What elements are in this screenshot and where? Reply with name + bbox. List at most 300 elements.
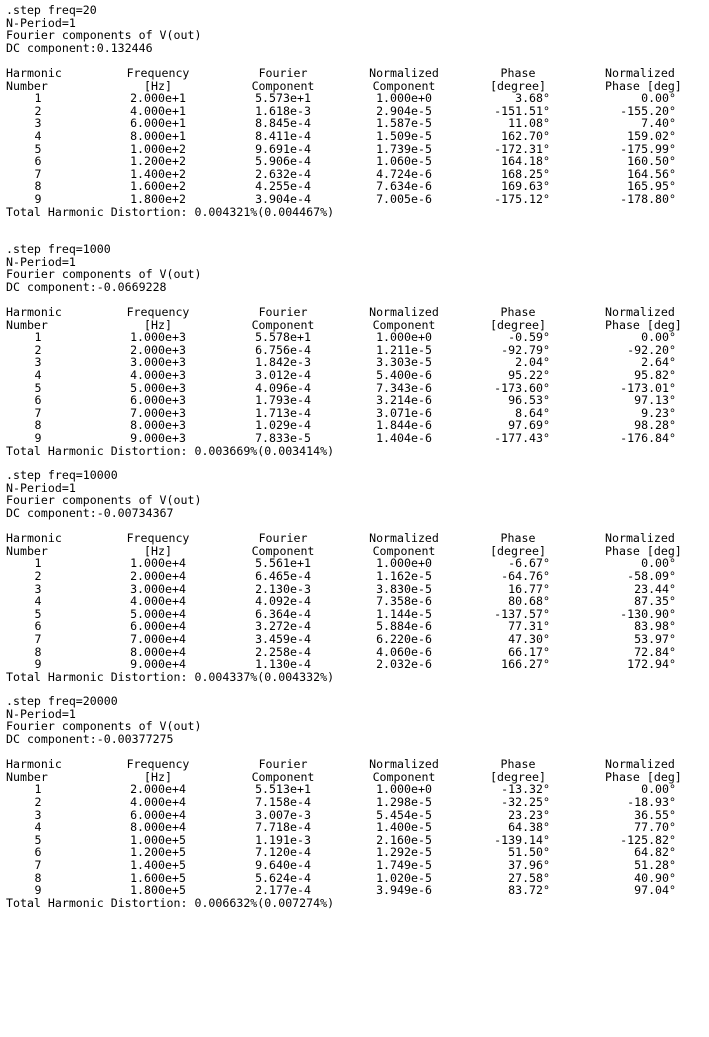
- phase-degree-cell: 66.17°: [508, 644, 550, 659]
- column-header: Normalized: [605, 531, 675, 546]
- phase-degree-cell: 95.22°: [508, 368, 550, 383]
- harmonic-number-cell: 4: [34, 368, 42, 383]
- frequency-hz-cell: 9.000e+4: [130, 657, 186, 672]
- column-header: Number: [6, 543, 48, 558]
- normalized-component-cell: 1.211e-5: [376, 342, 432, 357]
- frequency-hz-cell: 1.000e+4: [130, 556, 186, 571]
- normalized-component-cell: 1.162e-5: [376, 568, 432, 583]
- column-header: Harmonic: [6, 531, 62, 546]
- column-header: Component: [372, 543, 436, 558]
- column-header: Component: [372, 317, 436, 332]
- table-row: [6, 595, 709, 608]
- fourier-component-cell: 3.012e-4: [255, 368, 311, 383]
- header-row: [6, 545, 709, 558]
- phase-degree-cell: 77.31°: [508, 619, 550, 634]
- normalized-phase-cell: 95.82°: [634, 368, 676, 383]
- fourier-section: [6, 243, 709, 457]
- frequency-hz-cell: 1.600e+5: [130, 870, 186, 885]
- fourier-component-cell: 7.120e-4: [255, 845, 311, 860]
- table-row: [6, 846, 709, 859]
- harmonic-number-cell: 9: [34, 883, 42, 898]
- harmonic-number-cell: 9: [34, 191, 42, 206]
- harmonic-number-cell: 8: [34, 179, 42, 194]
- normalized-phase-cell: 72.84°: [634, 644, 676, 659]
- normalized-component-cell: 7.343e-6: [376, 380, 432, 395]
- total-harmonic-distortion: Total Harmonic Distortion: 0.004337%(0.004332%): [6, 669, 335, 684]
- dc-component: DC component:-0.00377275: [6, 732, 174, 747]
- frequency-hz-cell: 6.000e+1: [130, 116, 186, 131]
- table-row: [6, 583, 709, 596]
- harmonic-number-cell: 7: [34, 166, 42, 181]
- normalized-component-cell: 7.634e-6: [376, 179, 432, 194]
- fourier-component-cell: 7.718e-4: [255, 820, 311, 835]
- harmonic-number-cell: 6: [34, 619, 42, 634]
- harmonic-number-cell: 2: [34, 568, 42, 583]
- harmonic-number-cell: 8: [34, 644, 42, 659]
- fourier-component-cell: 6.465e-4: [255, 568, 311, 583]
- column-header: Component: [251, 543, 315, 558]
- fourier-component-cell: 1.191e-3: [255, 832, 311, 847]
- column-header: Frequency: [126, 757, 190, 772]
- column-header: Harmonic: [6, 65, 62, 80]
- phase-degree-cell: 168.25°: [501, 166, 550, 181]
- frequency-hz-cell: 1.200e+5: [130, 845, 186, 860]
- column-header: Number: [6, 769, 48, 784]
- normalized-phase-cell: -178.80°: [620, 191, 676, 206]
- fourier-component-cell: 5.573e+1: [255, 91, 311, 106]
- normalized-component-cell: 3.949e-6: [376, 883, 432, 898]
- table-row: [6, 872, 709, 885]
- normalized-phase-cell: 97.04°: [634, 883, 676, 898]
- normalized-component-cell: 4.060e-6: [376, 644, 432, 659]
- column-header: Phase: [500, 65, 536, 80]
- harmonic-number-cell: 7: [34, 631, 42, 646]
- normalized-phase-cell: -92.20°: [627, 342, 676, 357]
- column-header: Component: [372, 769, 436, 784]
- normalized-phase-cell: 165.95°: [627, 179, 676, 194]
- fourier-component-cell: 1.793e-4: [255, 393, 311, 408]
- table-row: [6, 884, 709, 897]
- frequency-hz-cell: 1.800e+5: [130, 883, 186, 898]
- table-row: [6, 117, 709, 130]
- phase-degree-cell: 37.96°: [508, 858, 550, 872]
- fourier-component-cell: 7.833e-5: [255, 431, 311, 445]
- phase-degree-cell: 11.08°: [508, 116, 550, 131]
- harmonic-number-cell: 4: [34, 594, 42, 609]
- phase-degree-cell: 64.38°: [508, 820, 550, 835]
- column-header: [degree]: [490, 543, 546, 558]
- fourier-component-cell: 1.713e-4: [255, 405, 311, 420]
- phase-degree-cell: 169.63°: [501, 179, 550, 194]
- harmonic-number-cell: 8: [34, 418, 42, 433]
- fourier-component-cell: 9.640e-4: [255, 858, 311, 872]
- frequency-hz-cell: 8.000e+1: [130, 128, 186, 143]
- fourier-component-cell: 1.130e-4: [255, 657, 311, 672]
- frequency-hz-cell: 1.000e+3: [130, 330, 186, 345]
- header-row: [6, 319, 709, 332]
- fourier-component-cell: 9.691e-4: [255, 141, 311, 156]
- table-row: [6, 570, 709, 583]
- table-row: [6, 331, 709, 344]
- normalized-component-cell: 1.739e-5: [376, 141, 432, 156]
- column-header: [Hz]: [144, 317, 172, 332]
- normalized-component-cell: 2.032e-6: [376, 657, 432, 672]
- fourier-component-cell: 4.255e-4: [255, 179, 311, 194]
- normalized-phase-cell: 0.00°: [641, 782, 676, 797]
- frequency-hz-cell: 1.600e+2: [130, 179, 186, 194]
- fourier-component-cell: 4.092e-4: [255, 594, 311, 609]
- table-row: [6, 796, 709, 809]
- table-row: [6, 168, 709, 181]
- frequency-hz-cell: 1.800e+2: [130, 191, 186, 206]
- normalized-phase-cell: -175.99°: [620, 141, 676, 156]
- column-header: Frequency: [126, 305, 190, 320]
- normalized-component-cell: 4.724e-6: [376, 166, 432, 181]
- header-row: [6, 306, 709, 319]
- phase-degree-cell: -172.31°: [494, 141, 550, 156]
- fourier-component-cell: 2.632e-4: [255, 166, 311, 181]
- frequency-hz-cell: 1.200e+2: [130, 154, 186, 169]
- column-header: Harmonic: [6, 305, 62, 320]
- normalized-phase-cell: 64.82°: [634, 845, 676, 860]
- normalized-component-cell: 1.400e-5: [376, 820, 432, 835]
- harmonic-number-cell: 7: [34, 405, 42, 420]
- harmonic-number-cell: 6: [34, 393, 42, 408]
- fourier-component-cell: 3.272e-4: [255, 619, 311, 634]
- column-header: Phase: [500, 531, 536, 546]
- normalized-component-cell: 2.904e-5: [376, 103, 432, 118]
- column-header: Number: [6, 317, 48, 332]
- column-header: [Hz]: [144, 543, 172, 558]
- blank-line: [6, 746, 709, 759]
- table-row: [6, 432, 709, 445]
- normalized-phase-cell: -18.93°: [627, 795, 676, 810]
- section-title: Fourier components of V(out): [6, 493, 202, 508]
- fourier-section: [6, 4, 709, 218]
- frequency-hz-cell: 9.000e+3: [130, 431, 186, 445]
- phase-degree-cell: -32.25°: [501, 795, 550, 810]
- fourier-component-cell: 6.364e-4: [255, 606, 311, 621]
- normalized-phase-cell: 159.02°: [627, 128, 676, 143]
- column-header: [degree]: [490, 317, 546, 332]
- table-row: [6, 382, 709, 395]
- normalized-phase-cell: 7.40°: [641, 116, 676, 131]
- phase-degree-cell: -6.67°: [508, 556, 550, 571]
- frequency-hz-cell: 5.000e+4: [130, 606, 186, 621]
- frequency-hz-cell: 4.000e+3: [130, 368, 186, 383]
- phase-degree-cell: 3.68°: [515, 91, 550, 106]
- frequency-hz-cell: 1.400e+2: [130, 166, 186, 181]
- harmonic-number-cell: 4: [34, 128, 42, 143]
- harmonic-number-cell: 5: [34, 832, 42, 847]
- fourier-component-cell: 3.007e-3: [255, 807, 311, 822]
- phase-degree-cell: -173.60°: [494, 380, 550, 395]
- step-line: .step freq=1000: [6, 242, 111, 257]
- total-harmonic-distortion: Total Harmonic Distortion: 0.006632%(0.007274%): [6, 895, 335, 910]
- frequency-hz-cell: 6.000e+4: [130, 619, 186, 634]
- normalized-phase-cell: 160.50°: [627, 154, 676, 169]
- normalized-phase-cell: -173.01°: [620, 380, 676, 395]
- header-row: [6, 758, 709, 771]
- normalized-phase-cell: 97.13°: [634, 393, 676, 408]
- harmonics-table: [6, 532, 709, 671]
- frequency-hz-cell: 8.000e+4: [130, 644, 186, 659]
- table-row: [6, 646, 709, 659]
- header-row: [6, 771, 709, 784]
- frequency-hz-cell: 7.000e+3: [130, 405, 186, 420]
- normalized-phase-cell: 98.28°: [634, 418, 676, 433]
- harmonic-number-cell: 2: [34, 342, 42, 357]
- fourier-component-cell: 3.904e-4: [255, 191, 311, 206]
- normalized-component-cell: 5.884e-6: [376, 619, 432, 634]
- normalized-phase-cell: 0.00°: [641, 330, 676, 345]
- normalized-component-cell: 6.220e-6: [376, 631, 432, 646]
- column-header: Phase [deg]: [605, 543, 682, 558]
- column-header: Component: [372, 78, 436, 93]
- normalized-component-cell: 1.292e-5: [376, 845, 432, 860]
- column-header: [degree]: [490, 769, 546, 784]
- period-line: N-Period=1: [6, 254, 76, 269]
- phase-degree-cell: -177.43°: [494, 431, 550, 445]
- table-row: [6, 143, 709, 156]
- phase-degree-cell: -92.79°: [501, 342, 550, 357]
- fourier-component-cell: 7.158e-4: [255, 795, 311, 810]
- phase-degree-cell: 162.70°: [501, 128, 550, 143]
- harmonic-number-cell: 2: [34, 795, 42, 810]
- harmonic-number-cell: 1: [34, 556, 42, 571]
- column-header: Phase [deg]: [605, 78, 682, 93]
- phase-degree-cell: 47.30°: [508, 631, 550, 646]
- column-header: Fourier: [258, 305, 308, 320]
- frequency-hz-cell: 2.000e+4: [130, 568, 186, 583]
- phase-degree-cell: 16.77°: [508, 581, 550, 596]
- harmonic-number-cell: 9: [34, 657, 42, 672]
- fourier-component-cell: 6.756e-4: [255, 342, 311, 357]
- table-row: [6, 557, 709, 570]
- normalized-component-cell: 1.298e-5: [376, 795, 432, 810]
- frequency-hz-cell: 8.000e+4: [130, 820, 186, 835]
- phase-degree-cell: -175.12°: [494, 191, 550, 206]
- normalized-phase-cell: 87.35°: [634, 594, 676, 609]
- frequency-hz-cell: 1.000e+2: [130, 141, 186, 156]
- table-row: [6, 419, 709, 432]
- normalized-phase-cell: 23.44°: [634, 581, 676, 596]
- normalized-phase-cell: 77.70°: [634, 820, 676, 835]
- table-row: [6, 394, 709, 407]
- phase-degree-cell: 83.72°: [508, 883, 550, 898]
- table-row: [6, 92, 709, 105]
- frequency-hz-cell: 2.000e+3: [130, 342, 186, 357]
- normalized-component-cell: 3.303e-5: [376, 355, 432, 370]
- phase-degree-cell: 27.58°: [508, 870, 550, 885]
- blank-line: [6, 520, 709, 533]
- harmonic-number-cell: 6: [34, 845, 42, 860]
- harmonic-number-cell: 1: [34, 330, 42, 345]
- normalized-phase-cell: 9.23°: [641, 405, 676, 420]
- column-header: Frequency: [126, 65, 190, 80]
- harmonic-number-cell: 3: [34, 355, 42, 370]
- frequency-hz-cell: 1.400e+5: [130, 858, 186, 872]
- normalized-phase-cell: -155.20°: [620, 103, 676, 118]
- column-header: Frequency: [126, 531, 190, 546]
- harmonic-number-cell: 3: [34, 581, 42, 596]
- column-header: Fourier: [258, 531, 308, 546]
- normalized-phase-cell: -130.90°: [620, 606, 676, 621]
- normalized-phase-cell: 164.56°: [627, 166, 676, 181]
- column-header: Normalized: [369, 305, 439, 320]
- table-row: [6, 344, 709, 357]
- table-row: [6, 859, 709, 872]
- table-row: [6, 834, 709, 847]
- column-header: [degree]: [490, 78, 546, 93]
- fourier-component-cell: 5.624e-4: [255, 870, 311, 885]
- phase-degree-cell: -13.32°: [501, 782, 550, 797]
- phase-degree-cell: 23.23°: [508, 807, 550, 822]
- fourier-component-cell: 5.578e+1: [255, 330, 311, 345]
- normalized-component-cell: 1.844e-6: [376, 418, 432, 433]
- section-title: Fourier components of V(out): [6, 719, 202, 734]
- column-header: Component: [251, 317, 315, 332]
- fourier-component-cell: 2.130e-3: [255, 581, 311, 596]
- normalized-component-cell: 1.020e-5: [376, 870, 432, 885]
- frequency-hz-cell: 4.000e+1: [130, 103, 186, 118]
- table-row: [6, 193, 709, 206]
- phase-degree-cell: -0.59°: [508, 330, 550, 345]
- header-row: [6, 67, 709, 80]
- phase-degree-cell: 97.69°: [508, 418, 550, 433]
- dc-component: DC component:0.132446: [6, 40, 153, 55]
- column-header: Component: [251, 78, 315, 93]
- frequency-hz-cell: 3.000e+3: [130, 355, 186, 370]
- fourier-component-cell: 8.411e-4: [255, 128, 311, 143]
- fourier-section: [6, 469, 709, 683]
- normalized-phase-cell: 51.28°: [634, 858, 676, 872]
- column-header: Phase [deg]: [605, 317, 682, 332]
- fourier-section: [6, 695, 709, 909]
- normalized-phase-cell: -176.84°: [620, 431, 676, 445]
- table-row: [6, 105, 709, 118]
- column-header: Normalized: [369, 757, 439, 772]
- section-title: Fourier components of V(out): [6, 28, 202, 43]
- phase-degree-cell: -151.51°: [494, 103, 550, 118]
- column-header: [Hz]: [144, 769, 172, 784]
- normalized-phase-cell: -58.09°: [627, 568, 676, 583]
- phase-degree-cell: 2.04°: [515, 355, 550, 370]
- column-header: Harmonic: [6, 757, 62, 772]
- frequency-hz-cell: 1.000e+5: [130, 832, 186, 847]
- column-header: [Hz]: [144, 78, 172, 93]
- table-row: [6, 155, 709, 168]
- fourier-component-cell: 3.459e-4: [255, 631, 311, 646]
- frequency-hz-cell: 6.000e+3: [130, 393, 186, 408]
- total-harmonic-distortion: Total Harmonic Distortion: 0.004321%(0.004467%): [6, 204, 335, 219]
- dc-component: DC component:-0.00734367: [6, 505, 174, 520]
- normalized-component-cell: 1.000e+0: [376, 556, 432, 571]
- normalized-phase-cell: 2.64°: [641, 355, 676, 370]
- normalized-phase-cell: 0.00°: [641, 556, 676, 571]
- period-line: N-Period=1: [6, 480, 76, 495]
- fourier-component-cell: 5.513e+1: [255, 782, 311, 797]
- column-header: Component: [251, 769, 315, 784]
- period-line: N-Period=1: [6, 706, 76, 721]
- normalized-phase-cell: 40.90°: [634, 870, 676, 885]
- normalized-component-cell: 1.749e-5: [376, 858, 432, 872]
- section-title: Fourier components of V(out): [6, 267, 202, 282]
- fourier-component-cell: 5.561e+1: [255, 556, 311, 571]
- harmonic-number-cell: 9: [34, 431, 42, 445]
- harmonic-number-cell: 5: [34, 606, 42, 621]
- column-header: Phase: [500, 757, 536, 772]
- phase-degree-cell: -139.14°: [494, 832, 550, 847]
- normalized-phase-cell: 36.55°: [634, 807, 676, 822]
- table-row: [6, 130, 709, 143]
- column-header: Fourier: [258, 65, 308, 80]
- table-row: [6, 620, 709, 633]
- frequency-hz-cell: 4.000e+4: [130, 594, 186, 609]
- frequency-hz-cell: 5.000e+3: [130, 380, 186, 395]
- fourier-component-cell: 8.845e-4: [255, 116, 311, 131]
- harmonic-number-cell: 1: [34, 91, 42, 106]
- column-header: Normalized: [369, 531, 439, 546]
- harmonic-number-cell: 4: [34, 820, 42, 835]
- frequency-hz-cell: 4.000e+4: [130, 795, 186, 810]
- phase-degree-cell: 8.64°: [515, 405, 550, 420]
- harmonic-number-cell: 8: [34, 870, 42, 885]
- phase-degree-cell: -64.76°: [501, 568, 550, 583]
- phase-degree-cell: 166.27°: [501, 657, 550, 672]
- step-line: .step freq=20: [6, 3, 97, 17]
- phase-degree-cell: 51.50°: [508, 845, 550, 860]
- normalized-component-cell: 3.071e-6: [376, 405, 432, 420]
- fourier-component-cell: 2.177e-4: [255, 883, 311, 898]
- harmonics-table: [6, 758, 709, 897]
- phase-degree-cell: 96.53°: [508, 393, 550, 408]
- fourier-component-cell: 1.029e-4: [255, 418, 311, 433]
- normalized-component-cell: 1.000e+0: [376, 330, 432, 345]
- blank-line: [6, 54, 709, 67]
- frequency-hz-cell: 2.000e+1: [130, 91, 186, 106]
- frequency-hz-cell: 3.000e+4: [130, 581, 186, 596]
- frequency-hz-cell: 2.000e+4: [130, 782, 186, 797]
- normalized-phase-cell: 83.98°: [634, 619, 676, 634]
- phase-degree-cell: 80.68°: [508, 594, 550, 609]
- table-row: [6, 369, 709, 382]
- fourier-component-cell: 4.096e-4: [255, 380, 311, 395]
- normalized-component-cell: 3.830e-5: [376, 581, 432, 596]
- normalized-component-cell: 1.404e-6: [376, 431, 432, 445]
- normalized-phase-cell: 0.00°: [641, 91, 676, 106]
- step-line: .step freq=20000: [6, 694, 118, 709]
- fourier-component-cell: 5.906e-4: [255, 154, 311, 169]
- harmonics-table: [6, 306, 709, 445]
- normalized-phase-cell: 53.97°: [634, 631, 676, 646]
- table-row: [6, 633, 709, 646]
- normalized-component-cell: 7.005e-6: [376, 191, 432, 206]
- normalized-phase-cell: 172.94°: [627, 657, 676, 672]
- harmonic-number-cell: 5: [34, 141, 42, 156]
- fourier-component-cell: 1.618e-3: [255, 103, 311, 118]
- column-header: Normalized: [605, 305, 675, 320]
- normalized-component-cell: 1.144e-5: [376, 606, 432, 621]
- normalized-component-cell: 1.000e+0: [376, 782, 432, 797]
- table-row: [6, 356, 709, 369]
- table-row: [6, 180, 709, 193]
- normalized-component-cell: 1.509e-5: [376, 128, 432, 143]
- column-header: Fourier: [258, 757, 308, 772]
- normalized-component-cell: 5.454e-5: [376, 807, 432, 822]
- column-header: Normalized: [605, 65, 675, 80]
- period-line: N-Period=1: [6, 15, 76, 30]
